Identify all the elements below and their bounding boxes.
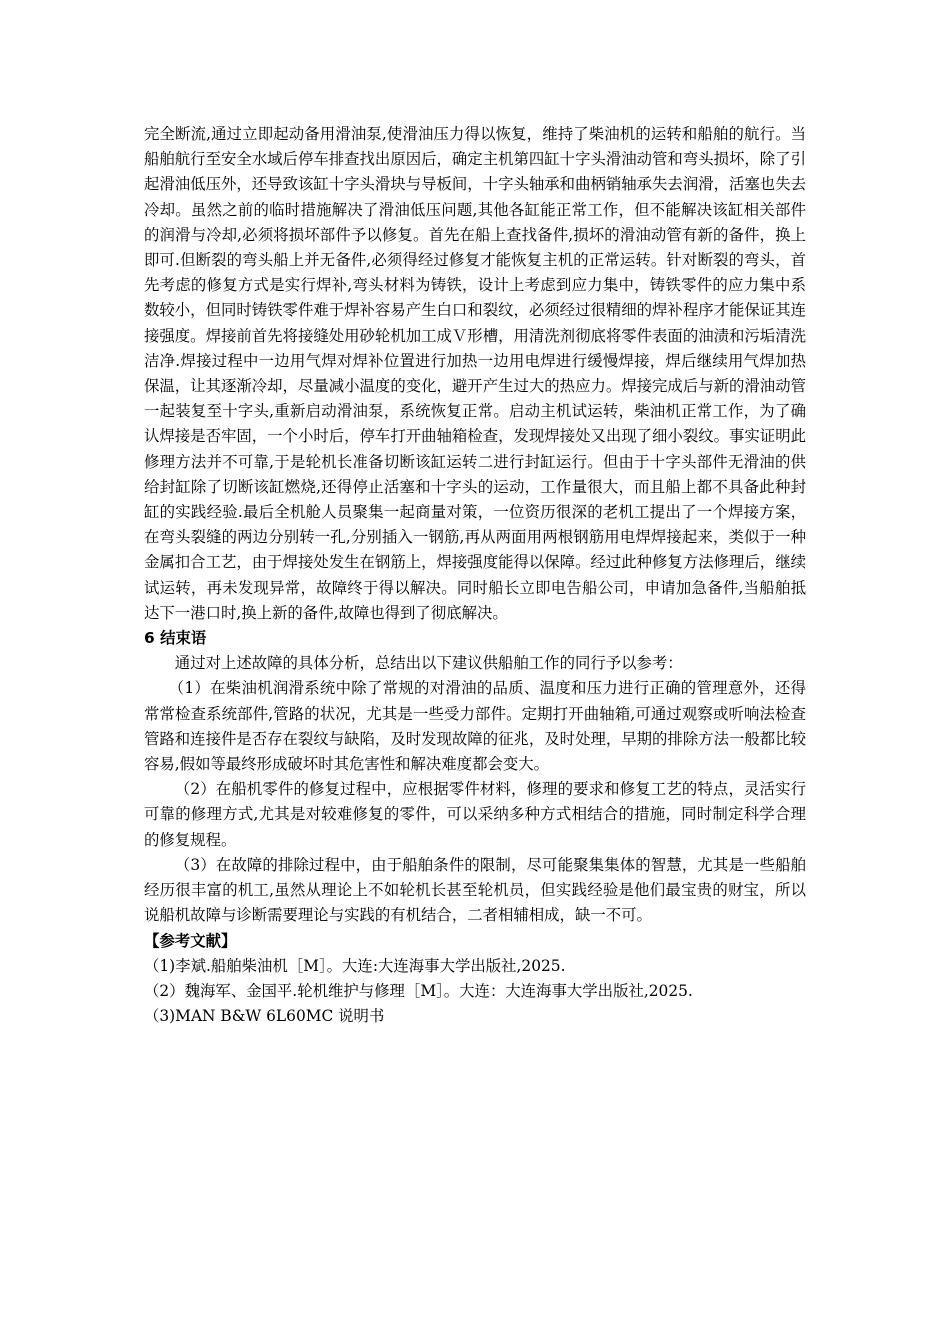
section-heading-conclusion: 6 结束语 [144,629,207,648]
document-page [144,122,806,1029]
reference-item: （1)李斌.船舶柴油机［M］。大连:大连海事大学出版社,2025. [144,956,566,975]
reference-item: （2）魏海军、金国平.轮机维护与修理［M］。大连：大连海事大学出版社,2025. [144,981,693,1000]
reference-item: （3)MAN B&W 6L60MC 说明书 [144,1007,385,1026]
conclusion-item-2: （2）在船机零件的修复过程中，应根据零件材料，修理的要求和修复工艺的特点，灵活实行可靠的修理方式,尤其是对较难修复的零件，可以采纳多种方式相结合的措施，同时制定科学合理的修复规程。 [144,780,806,849]
conclusion-item-1: （1）在柴油机润滑系统中除了常规的对滑油的品质、温度和压力进行正确的管理意外，还得常常检查系统部件,管路的状况，尤其是一些受力部件。定期打开曲轴箱,可通过观察或听响法检查管路和连接件是否存在裂纹与缺陷，及时发现故障的征兆，及时处理，早期的排除方法一般都比较容易,假如等最终形成破坏时其危害性和解决难度都会变大。 [144,679,806,774]
references-title: 【参考文献】 [144,931,237,950]
conclusion-item-3: （3）在故障的排除过程中，由于船舶条件的限制，尽可能聚集集体的智慧，尤其是一些船舶经历很丰富的机工,虽然从理论上不如轮机长甚至轮机员，但实践经验是他们最宝贵的财宝，所以说船机故障与诊断需要理论与实践的有机结合，二者相辅相成，缺一不可。 [144,855,806,925]
conclusion-intro: 通过对上述故障的具体分析，总结出以下建议供船舶工作的同行予以参考： [174,654,683,673]
body-paragraph-continuation: 完全断流,通过立即起动备用滑油泵,使滑油压力得以恢复，维持了柴油机的运转和船舶的航行。当船舶航行至安全水域后停车排查找出原因后，确定主机第四缸十字头滑油动管和弯头损坏，除了引起滑油低压外，还导致该缸十字头滑块与导板间，十字头轴承和曲柄销轴承失去润滑，活塞也失去冷却。虽然之前的临时措施解决了滑油低压问题,其他各缸能正常工作，但不能解决该缸相关部件的润滑与冷却,必须将损坏部件予以修复。首先在船上查找备件,损坏的滑油动管有新的备件，换上即可.但断裂的弯头船上并无备件,必须得经过修复才能恢复主机的正常运转。针对断裂的弯头，首先考虑的修复方式是实行焊补,弯头材料为铸铁，设计上考虑到应力集中，铸铁零件的应力集中系数较小，但同时铸铁零件难于焊补容易产生白口和裂纹，必须经过很精细的焊补程序才能保证其连接强度。焊接前首先将接缝处用砂轮机加工成Ｖ形槽，用清洗剂彻底将零件表面的油渍和污垢清洗洁净.焊接过程中一边用气焊对焊补位置进行加热一边用电焊进行缓慢焊接，焊后继续用气焊加热保温，让其逐渐冷却，尽量减小温度的变化，避开产生过大的热应力。焊接完成后与新的滑油动管一起装复至十字头,重新启动滑油泵，系统恢复正常。启动主机试运转，柴油机正常工作，为了确认焊接是否牢固，一个小时后，停车打开曲轴箱检查，发现焊接处又出现了细小裂纹。事实证明此修理方法并不可靠,于是轮机长准备切断该缸运转二进行封缸运行。但由于十字头部件无滑油的供给封缸除了切断该缸燃烧,还得停止活塞和十字头的运动，工作量很大，而且船上都不具备此种封缸的实践经验.最后全机舱人员聚集一起商量对策，一位资历很深的老机工提出了一个焊接方案，在弯头裂缝的两边分别转一孔,分别插入一钢筋,再从两面用两根钢筋用电焊焊接起来，类似于一种金属扣合工艺，由于焊接处发生在钢筋上，焊接强度能得以保障。经过此种修复方法修理后，继续试运转，再未发现异常，故障终于得以解决。同时船长立即电告船公司，申请加急备件,当船舶抵达下一港口时,换上新的备件,故障也得到了彻底解决。 [144,125,806,622]
